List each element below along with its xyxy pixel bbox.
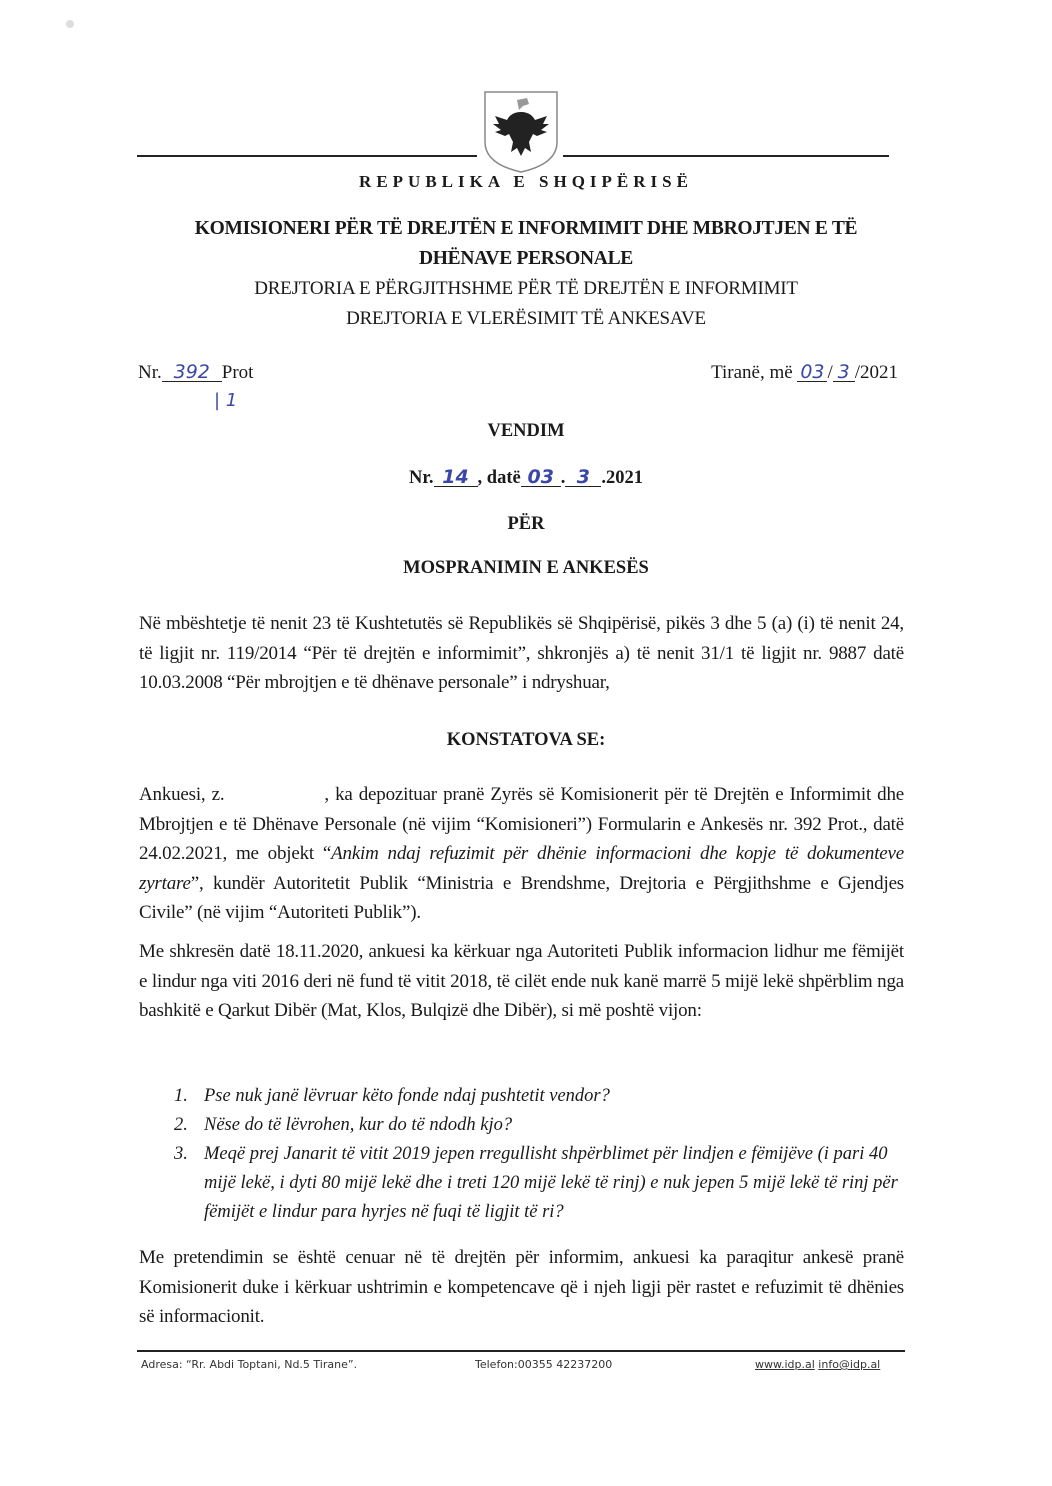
- email-link[interactable]: info@idp.al: [818, 1358, 881, 1371]
- footer-contacts: [755, 1358, 880, 1371]
- decision-title: VENDIM: [487, 421, 565, 441]
- albanian-coat-of-arms-icon: [483, 90, 559, 174]
- footer-address: Adresa: “Rr. Abdi Toptani, Nd.5 Tirane”.: [141, 1358, 358, 1371]
- request-paragraph: Me shkresën datë 18.11.2020, ankuesi ka kërkuar nga Autoriteti Publik informacion lidhur me fëmijët e lindur nga viti 2016 deri në fund të vitit 2018, të cilët ende nuk kanë marrë 5 mijë lekë shpërblim nga bashkitë e Qarkut Dibër (Mat, Klos, Bulqizë dhe Dibër), si më poshtë vijon:: [139, 941, 904, 1021]
- list-item: 2. Nëse do të lëvrohen, kur do të ndodh kjo?: [174, 1115, 513, 1135]
- website-link[interactable]: www.idp.al: [755, 1358, 815, 1371]
- protocol-number: Nr. 392 Prot: [138, 361, 254, 383]
- decision-subject: MOSPRANIMIN E ANKESËS: [403, 558, 649, 578]
- questions-list: [166, 1082, 906, 1227]
- decision-month: 3: [565, 468, 601, 487]
- header-rule-left: [137, 155, 477, 157]
- institution-name-line1: KOMISIONERI PËR TË DREJTËN E INFORMIMIT DHE MBROJTJEN E TË: [194, 218, 858, 239]
- claim-paragraph: Me pretendimin se është cenuar në të drejtën për informim, ankuesi ka paraqitur ankesë pranë Komisionerit duke i kërkuar ushtrimin e kompetencave që i njeh ligji për rastet e refuzimit të dhënies së informacionit.: [139, 1247, 904, 1327]
- findings-heading: KONSTATOVA SE:: [446, 730, 606, 750]
- list-item: 3. Meqë prej Janarit të vitit 2019 jepen rregullisht shpërblimet për lindjen e fëmijëve (i pari 40 mijë lekë, i dyti 80 mijë lekë dhe i treti 120 mijë lekë të rinj) e nuk jepen 5 mijë lekë të rinj për fëmijët e lindur para hyrjes në fuqi të ligjit të ri?: [174, 1144, 898, 1222]
- issue-month: 3: [833, 363, 855, 382]
- country-name: REPUBLIKA E SHQIPËRISË: [359, 172, 693, 191]
- protocol-number-value: 392: [162, 363, 222, 382]
- protocol-sub-number: | 1: [214, 390, 238, 411]
- footer-phone: Telefon:00355 42237200: [475, 1358, 613, 1371]
- issue-date: Tiranë, më 03 / 3 /2021: [711, 361, 898, 383]
- decision-day: 03: [521, 468, 561, 487]
- decision-per: PËR: [507, 514, 545, 534]
- directorate-general: DREJTORIA E PËRGJITHSHME PËR TË DREJTËN E INFORMIMIT: [254, 278, 798, 299]
- legal-basis-paragraph: Në mbështetje të nenit 23 të Kushtetutës së Republikës së Shqipërisë, pikës 3 dhe 5 (a) (i) të nenit 24, të ligjit nr. 119/2014 “Për të drejtën e informimit”, shkronjës a) të nenit 31/1 të ligjit nr. 9887 datë 10.03.2008 “Për mbrojtjen e të dhënave personale” i ndryshuar,: [139, 613, 904, 693]
- footer-rule: [137, 1350, 905, 1352]
- issue-day: 03: [797, 363, 827, 382]
- list-item: 1. Pse nuk janë lëvruar këto fonde ndaj pushtetit vendor?: [174, 1086, 610, 1106]
- header-rule-right: [563, 155, 889, 157]
- complaint-object: Ankim ndaj refuzimit për dhënie informacioni dhe kopje të dokumenteve zyrtare: [139, 843, 904, 894]
- decision-number-value: 14: [434, 468, 478, 487]
- decision-number: Nr. 14 , datë 03 . 3 .2021: [409, 466, 643, 488]
- scan-artifact: [66, 20, 74, 28]
- complaint-paragraph: Ankuesi, z. , ka depozituar pranë Zyrës së Komisionerit për të Drejtën e Informimit dhe Mbrojtjen e të Dhënave Personale (në vijim “Komisioneri”) Formularin e Ankesës nr. 392 Prot., datë 24.02.2021, me objekt “Ankim ndaj refuzimit për dhënie informacioni dhe kopje të dokumenteve zyrtare”, kundër Autoritetit Publik “Ministria e Brendshme, Drejtoria e Përgjithshme e Gjendjes Civile” (në vijim “Autoriteti Publik”).: [139, 784, 905, 923]
- institution-name-line2: DHËNAVE PERSONALE: [419, 248, 633, 269]
- directorate: DREJTORIA E VLERËSIMIT TË ANKESAVE: [346, 308, 706, 329]
